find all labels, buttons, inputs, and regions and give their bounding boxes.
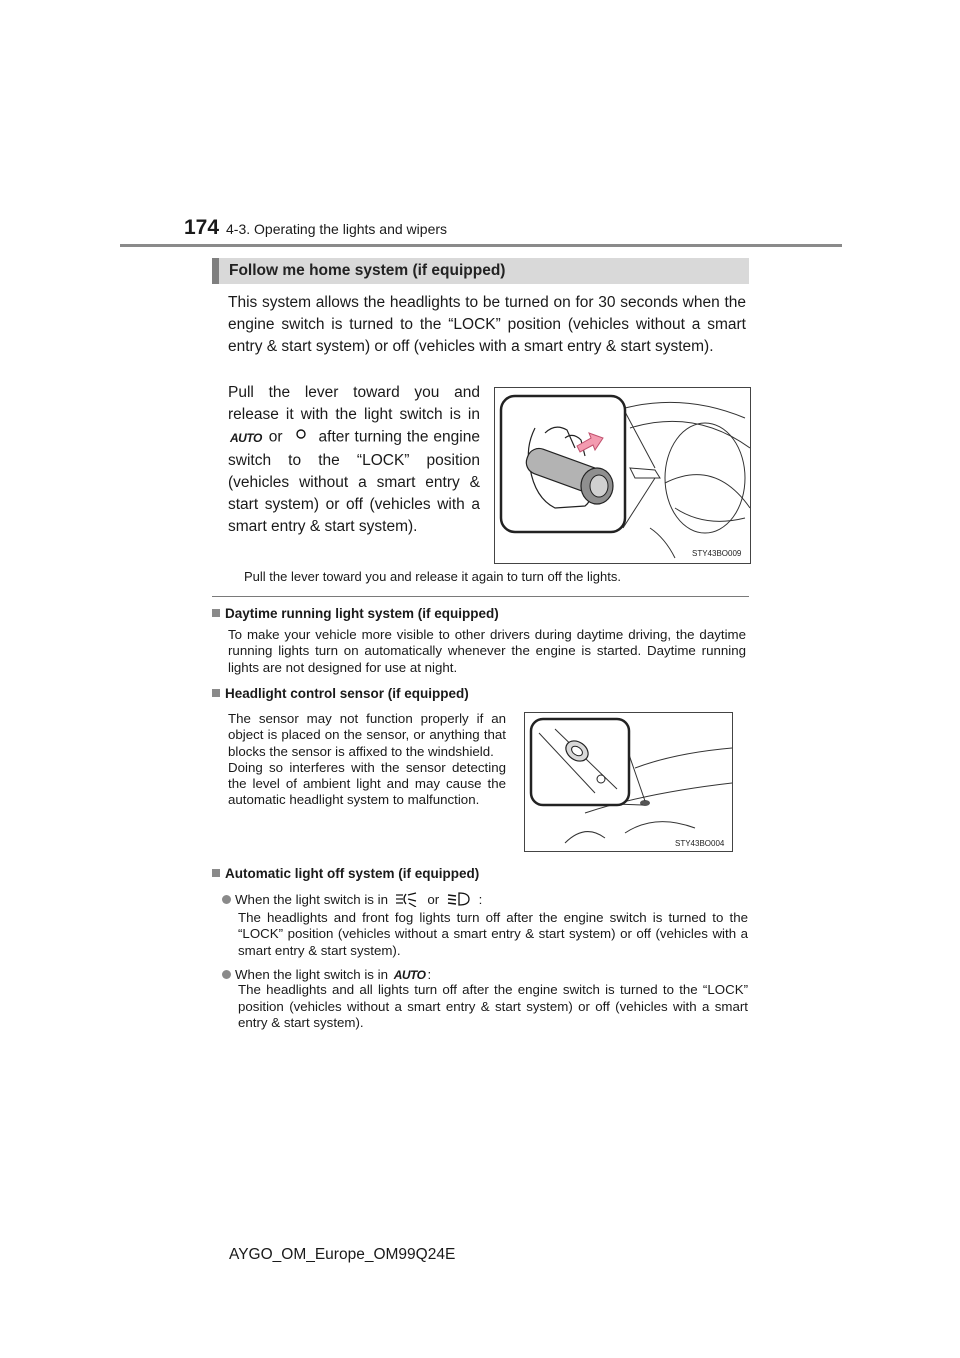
sensor-text-2: Doing so interferes with the sensor detecting the level of ambient light and may cause the automatic headlight system to malfunction. xyxy=(228,759,506,808)
figure1-code: STY43BO009 xyxy=(692,549,742,558)
page-number: 174 xyxy=(184,216,220,239)
front-fog-light-icon xyxy=(392,891,424,910)
turn-off-note: Pull the lever toward you and release it again to turn off the lights. xyxy=(244,569,621,584)
auto-switch-label: AUTO xyxy=(393,968,426,983)
header-rule xyxy=(120,244,842,247)
intro-paragraph: This system allows the headlights to be turned on for 30 seconds when the engine switch is turned to the “LOCK” position (vehicles without a smart entry & start system) or off (vehicles with a smart entry & start system). xyxy=(228,294,746,355)
bullet2-colon: : xyxy=(427,967,432,982)
section-heading: Follow me home system (if equipped) xyxy=(229,262,506,279)
auto-off-heading-text: Automatic light off system (if equipped) xyxy=(225,866,480,881)
sensor-illustration-drawing xyxy=(525,713,732,851)
sensor-illustration xyxy=(524,712,733,852)
sensor-heading-text: Headlight control sensor (if equipped) xyxy=(225,686,469,701)
lever-instruction xyxy=(228,382,480,538)
bullet1-colon: : xyxy=(478,892,483,908)
drl-heading-text: Daytime running light system (if equipped) xyxy=(225,606,499,621)
document-code: AYGO_OM_Europe_OM99Q24E xyxy=(229,1246,456,1263)
round-bullet-icon xyxy=(222,970,231,979)
section-title: 4-3. Operating the lights and wipers xyxy=(226,221,448,237)
info-divider xyxy=(212,596,749,597)
square-bullet-icon xyxy=(212,869,220,877)
bullet-item-2 xyxy=(222,967,748,1031)
lever-illustration-drawing xyxy=(495,388,750,563)
side-light-icon xyxy=(288,426,314,449)
lever-illustration xyxy=(494,387,751,564)
bullet1-prefix: When the light switch is in xyxy=(235,892,388,908)
bullet2-prefix: When the light switch is in xyxy=(235,967,388,982)
square-bullet-icon xyxy=(212,609,220,617)
section-heading-box xyxy=(212,258,749,284)
round-bullet-icon xyxy=(222,895,231,904)
headlight-icon xyxy=(443,891,475,910)
lever-text-1: Pull the lever toward you and release it with the light switch is in xyxy=(228,384,480,424)
or-text: or xyxy=(268,429,283,447)
figure2-code: STY43BO004 xyxy=(675,839,725,848)
drl-text: To make your vehicle more visible to other drivers during daytime driving, the daytime running lights turn on automatically whenever the engine is started. Daytime running lights are not designed for use at night. xyxy=(228,627,746,675)
auto-off-heading xyxy=(212,866,479,881)
sensor-text-1: The sensor may not function properly if an object is placed on the sensor, or anything that blocks the sensor is affixed to the windshield. xyxy=(228,711,506,759)
drl-heading xyxy=(212,606,499,621)
auto-switch-label: AUTO xyxy=(230,430,262,445)
square-bullet-icon xyxy=(212,689,220,697)
bullet1-or: or xyxy=(427,892,440,908)
bullet2-text: The headlights and all lights turn off after the engine switch is turned to the “LOCK” position (vehicles without a smart entry & start system) or off (vehicles with a smart entry & start system). xyxy=(238,982,748,1031)
bullet1-text: The headlights and front fog lights turn off after the engine switch is turned to the “LOCK” position (vehicles without a smart entry & start system) or off (vehicles with a smart entry & start system). xyxy=(238,910,748,958)
bullet-item-1 xyxy=(222,891,748,959)
sensor-heading xyxy=(212,686,469,701)
sensor-text-block xyxy=(228,711,506,809)
lever-text-2: after turning the engine switch to the “LOCK” position (vehicles without a smart entry & start system) or off (vehicles with a smart entry & start system). xyxy=(228,429,480,536)
